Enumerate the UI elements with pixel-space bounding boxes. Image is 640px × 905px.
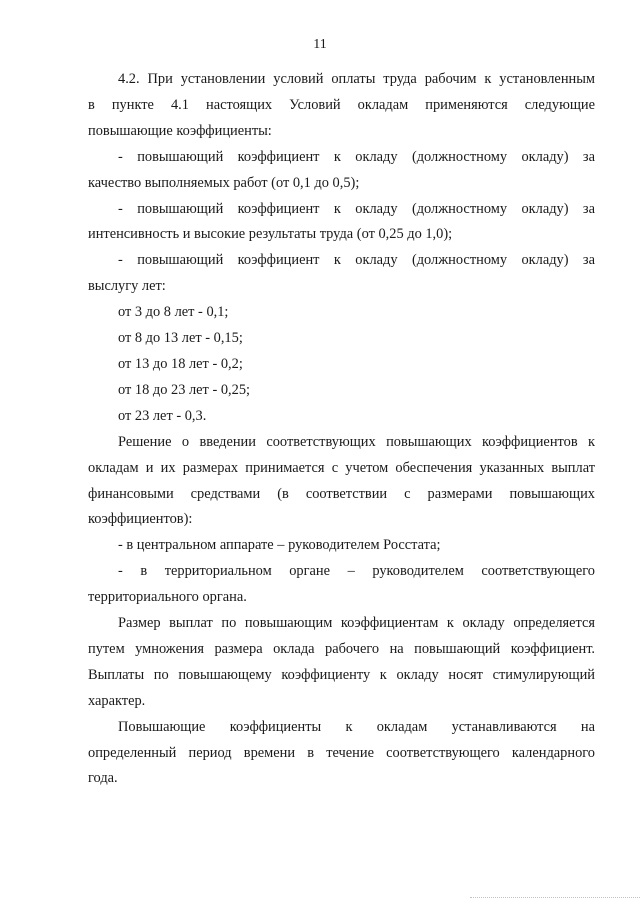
coefficient-service-years	[88, 248, 595, 300]
text-line: - повышающий коэффициент к окладу (должностному окладу) за	[118, 252, 595, 269]
text-line: выслугу лет:	[88, 278, 166, 295]
text-line: путем умножения размера оклада рабочего на повышающий коэффициент.	[88, 640, 595, 657]
text-line: коэффициентов):	[88, 511, 193, 528]
page-number: 11	[313, 37, 327, 52]
service-scale-list	[88, 300, 595, 430]
text-line: финансовыми средствами (в соответствии с размерами повышающих	[88, 485, 595, 502]
list-item: от 18 до 23 лет - 0,25;	[118, 381, 251, 398]
text-line: Размер выплат по повышающим коэффициентам к окладу определяется	[118, 615, 595, 632]
text-line: Выплаты по повышающему коэффициенту к окладу носят стимулирующий	[88, 666, 595, 683]
text-line: - в центральном аппарате – руководителем Росстата;	[118, 537, 441, 554]
text-line: - повышающий коэффициент к окладу (должностному окладу) за	[118, 148, 595, 165]
scan-edge-mark	[470, 897, 640, 900]
list-item: от 23 лет - 0,3.	[118, 407, 207, 424]
list-item: от 8 до 13 лет - 0,15;	[118, 330, 243, 347]
territorial-office-item	[88, 559, 595, 611]
text-line: окладам и их размерах принимается с учетом обеспечения указанных выплат	[88, 459, 595, 476]
coefficient-intensity	[88, 197, 595, 249]
text-line: характер.	[88, 692, 146, 709]
text-line: в пункте 4.1 настоящих Условий окладам применяются следующие	[88, 96, 595, 113]
central-office-item	[88, 533, 595, 559]
period-paragraph	[88, 715, 595, 793]
text-line: интенсивность и высокие результаты труда (от 0,25 до 1,0);	[88, 226, 453, 243]
list-item: от 13 до 18 лет - 0,2;	[118, 355, 243, 372]
text-line: года.	[88, 770, 118, 787]
text-line: Повышающие коэффициенты к окладам устанавливаются на	[118, 718, 595, 735]
text-line: качество выполняемых работ (от 0,1 до 0,5);	[88, 174, 360, 191]
text-line: повышающие коэффициенты:	[88, 122, 272, 139]
text-line: 4.2. При установлении условий оплаты труда рабочим к установленным	[118, 71, 595, 87]
decision-paragraph	[88, 430, 595, 534]
text-line: - в территориальном органе – руководителем соответствующего	[118, 563, 595, 580]
payment-size-paragraph	[88, 611, 595, 715]
coefficient-quality	[88, 145, 595, 197]
document-body	[88, 67, 595, 792]
paragraph-4-2	[88, 67, 595, 145]
list-item: от 3 до 8 лет - 0,1;	[118, 304, 229, 321]
text-line: определенный период времени в течение соответствующего календарного	[88, 744, 595, 761]
text-line: территориального органа.	[88, 589, 247, 606]
text-line: - повышающий коэффициент к окладу (должностному окладу) за	[118, 200, 595, 217]
text-line: Решение о введении соответствующих повышающих коэффициентов к	[118, 433, 595, 450]
